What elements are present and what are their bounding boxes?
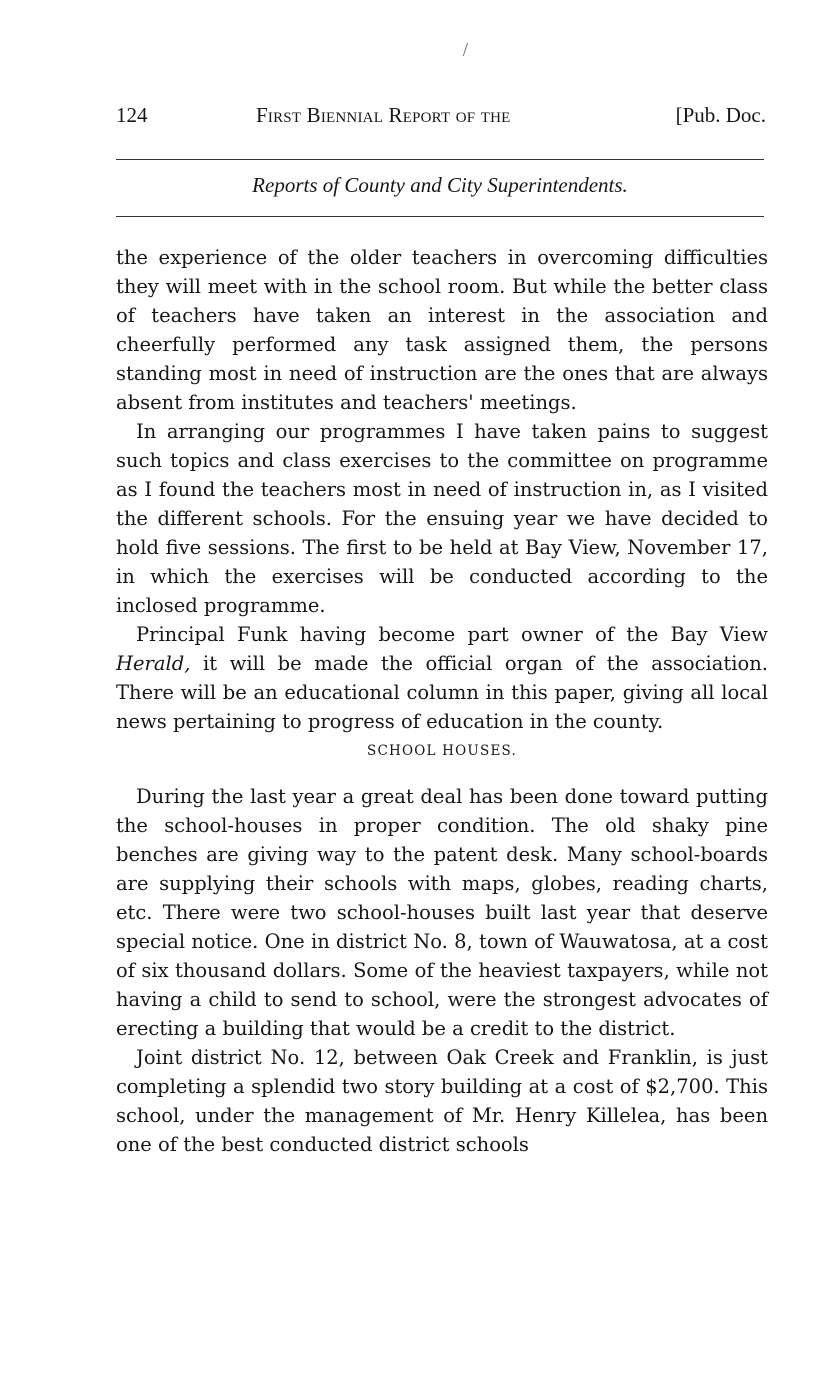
paragraph-3 (116, 620, 768, 736)
header-rule-bottom (116, 216, 764, 217)
paragraph-1: the experience of the older teachers in overcoming difficulties they will meet with in the school room. But while the better class of teachers have taken an interest in the association and cheerfully performed any task assigned them, the persons standing most in need of instruction are the ones that are always absent from institutes and teachers' meetings. (116, 246, 768, 414)
running-head-title: First Biennial Report of the (256, 103, 511, 127)
paragraph-5: Joint district No. 12, between Oak Creek and Franklin, is just completing a splendid two story building at a cost of $2,700. This school, under the management of Mr. Henry Killelea, has been one of the best conducted district schools (116, 1046, 768, 1156)
paragraph-4: During the last year a great deal has been done toward putting the school-houses in proper condition. The old shaky pine benches are giving way to the patent desk. Many school-boards are supplying their schools with maps, globes, reading charts, etc. There were two school-houses built last year that deserve special notice. One in district No. 8, town of Wauwatosa, at a cost of six thousand dollars. Some of the heaviest taxpayers, while not having a child to send to school, were the strongest advocates of erecting a building that would be a credit to the district. (116, 785, 768, 1040)
subheading-school-houses: SCHOOL HOUSES. (367, 743, 517, 759)
page-number: 124 (116, 103, 148, 127)
running-head (116, 103, 766, 131)
header-rule-top (116, 159, 764, 160)
paragraph-3-text-end: it will be made the official organ of the association. There will be an educational column in this paper, giving all local news pertaining to progress of education in the county. (116, 652, 768, 733)
stray-ink-mark (460, 42, 468, 57)
paragraph-2: In arranging our programmes I have taken pains to suggest such topics and class exercises to the committee on programme as I found the teachers most in need of instruction in, as I visited the different schools. For the ensuing year we have decided to hold five sessions. The first to be held at Bay View, November 17, in which the exercises will be conducted according to the inclosed programme. (116, 420, 768, 617)
newspaper-title: Herald, (116, 652, 191, 675)
publication-label: [Pub. Doc. (675, 103, 766, 127)
body-text (116, 243, 768, 1159)
paragraph-3-text-start: Principal Funk having become part owner of the Bay View (136, 623, 768, 646)
section-heading: Reports of County and City Superintendents. (252, 173, 628, 197)
